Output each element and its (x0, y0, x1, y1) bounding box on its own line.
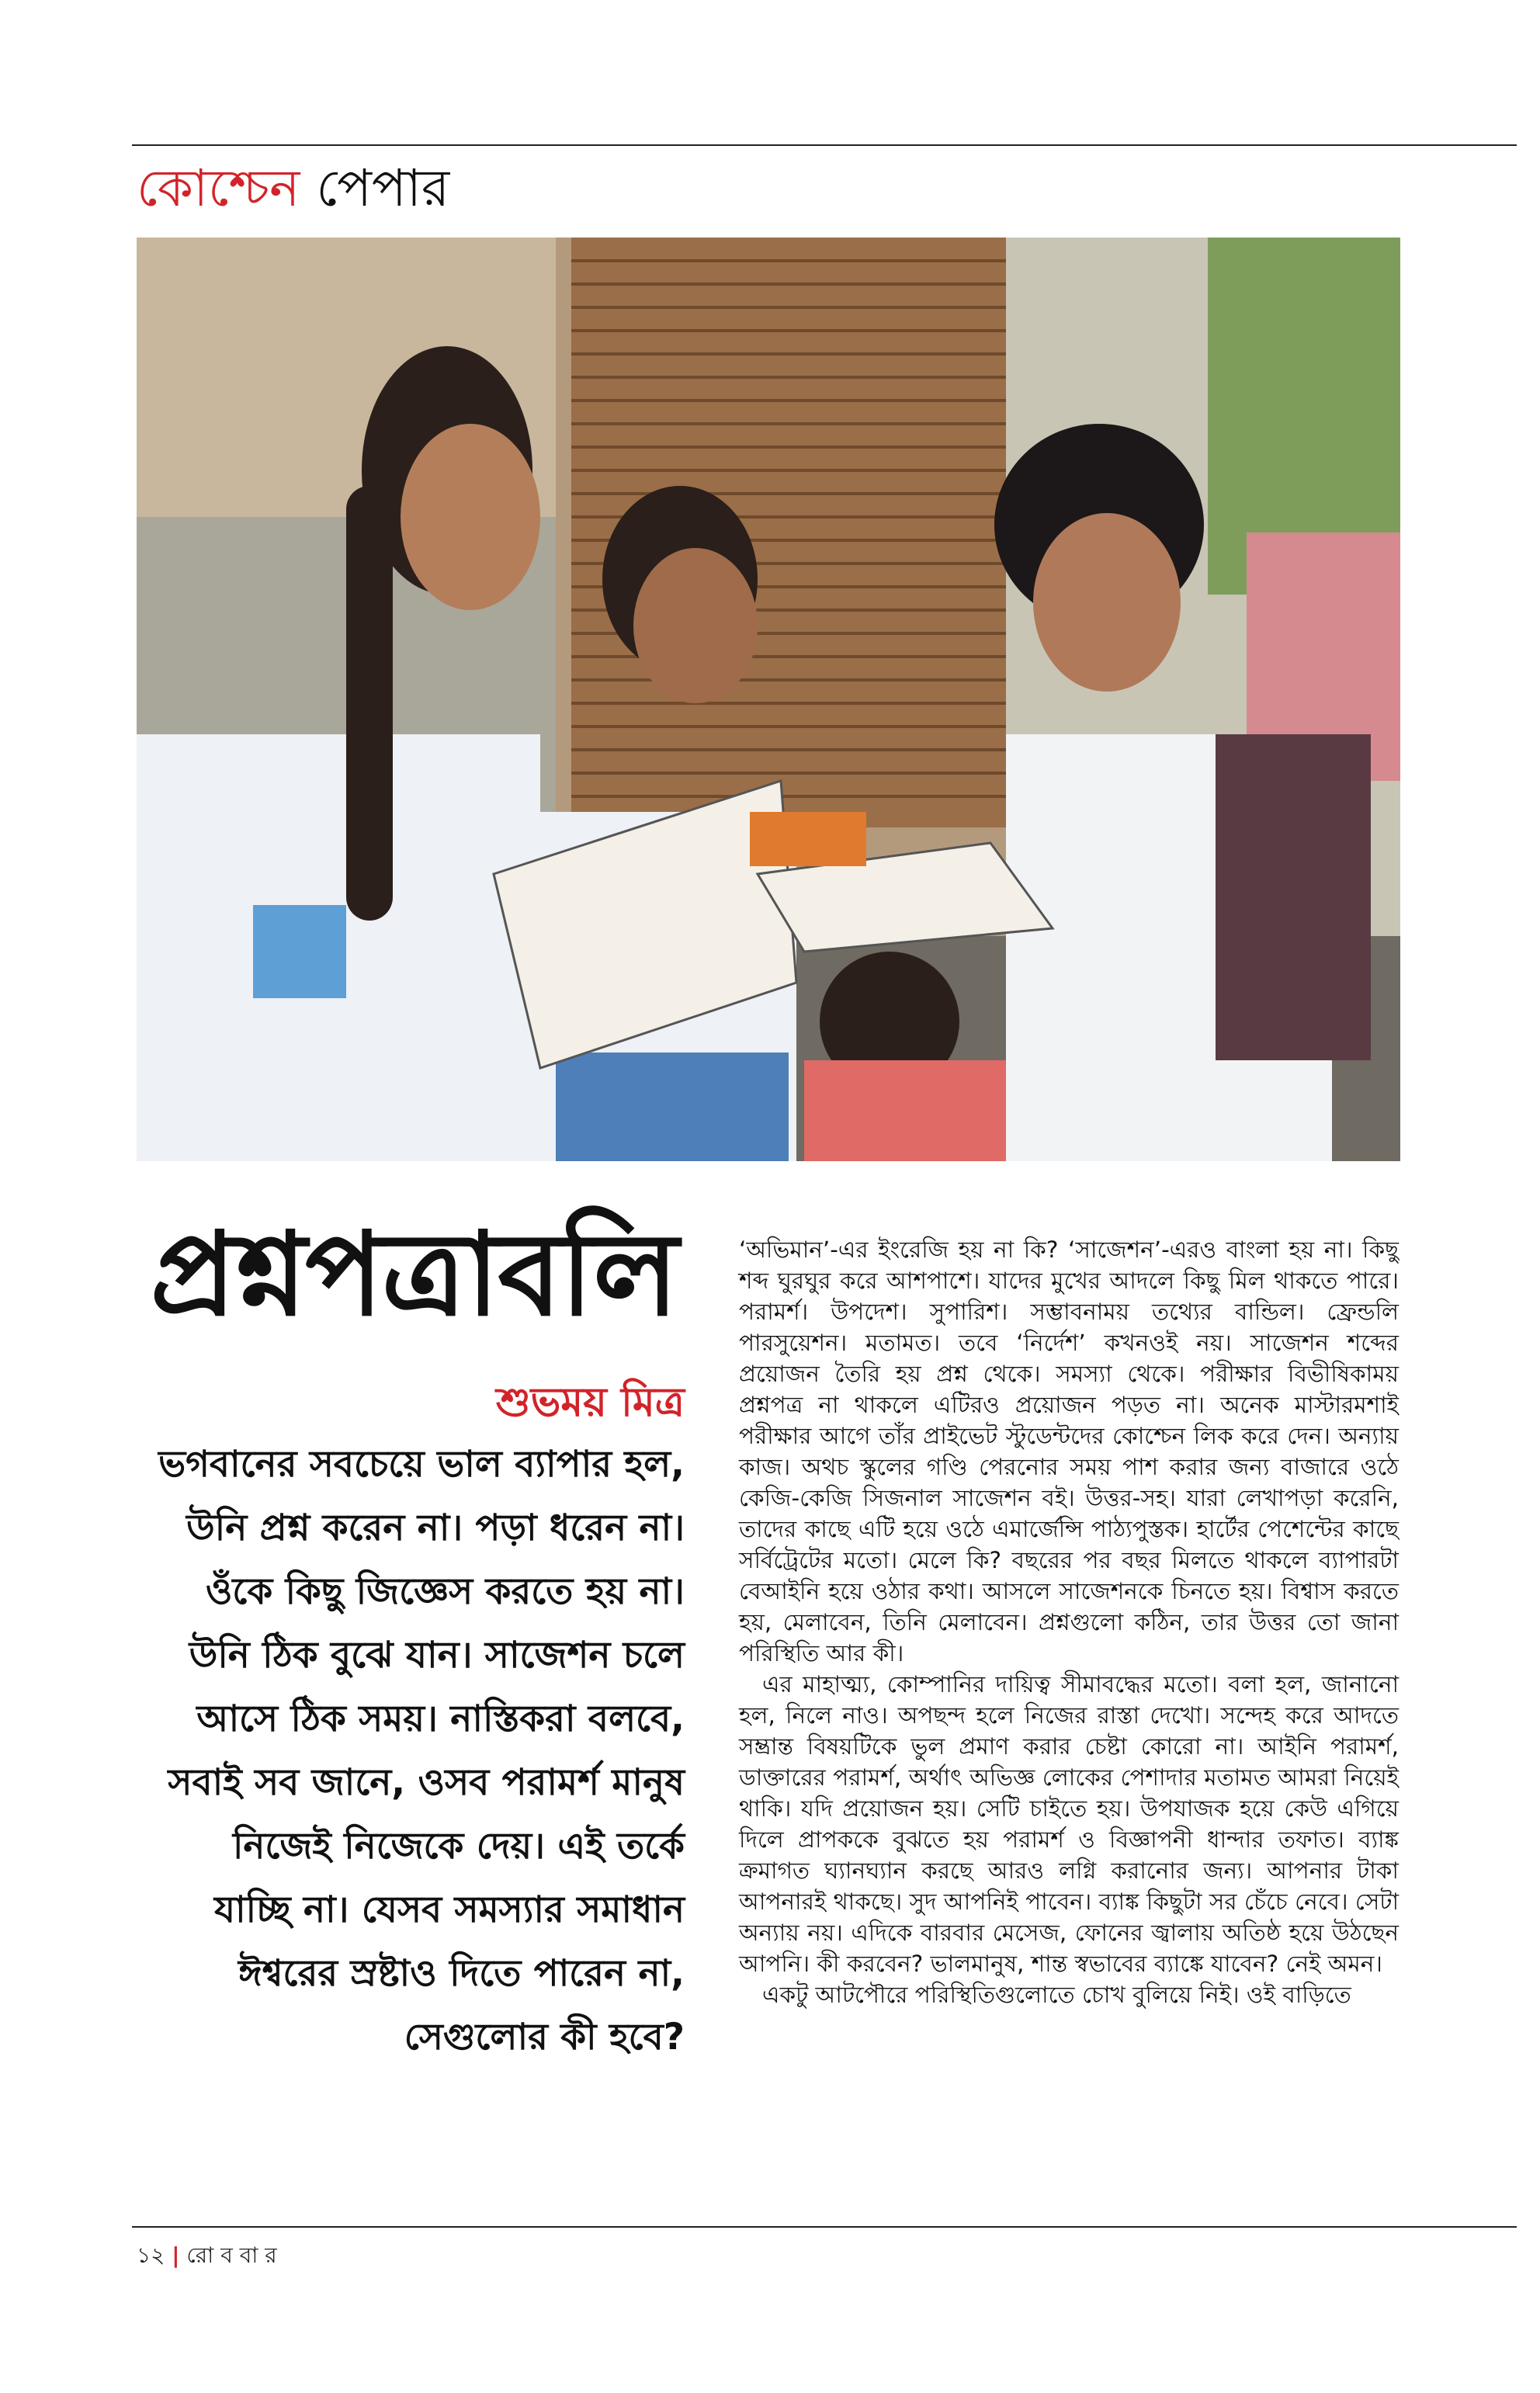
bottom-rule (132, 2226, 1517, 2228)
folio (137, 2239, 277, 2275)
headline: প্রশ্নপত্রাবলি (150, 1206, 678, 1341)
section-heading-black: পেপার (316, 158, 450, 218)
body-paragraph: এর মাহাত্ম্য, কোম্পানির দায়িত্ব সীমাবদ্ধের মতো। বলা হল, জানানো হল, নিলে নাও। অপছন্দ হলে নিজের রাস্তা দেখো। সন্দেহ করে আদতে সম্ভ্রান্ত বিষয়টিকে ভুল প্রমাণ করার চেষ্টা কোরো না। আইনি পরামর্শ, ডাক্তারের পরামর্শ, অর্থাৎ অভিজ্ঞ লোকের পেশাদার মতামত আমরা নিয়েই থাকি। যদি প্রয়োজন হয়। সেটি চাইতে হয়। উপযাজক হয়ে কেউ এগিয়ে দিলে প্রাপককে বুঝতে হয় পরামর্শ ও বিজ্ঞাপনী ধান্দার তফাত। ব্যাঙ্ক ক্রমাগত ঘ্যানঘ্যান করছে আরও লগ্নি করানোর জন্য। আপনার টাকা আপনারই থাকছে। সুদ আপনিই পাবেন। ব্যাঙ্ক কিছুটা সর চেঁচে নেবে। সেটা অন্যায় নয়। এদিকে বারবার মেসেজ, ফোনের জ্বালায় অতিষ্ঠ হয়ে উঠছেন আপনি। কী করবেন? ভালমানুষ, শান্ত স্বভাবের ব্যাঙ্কে যাবেন? নেই অমন। (739, 1671, 1399, 1977)
pull-quote: ভগবানের সবচেয়ে ভাল ব্যাপার হল, উনি প্রশ্ন করেন না। পড়া ধরেন না। ওঁকে কিছু জিজ্ঞেস করতে হয় না। উনি ঠিক বুঝে যান। সাজেশন চলে আসে ঠিক সময়। নাস্তিকরা বলবে, সবাই সব জানে, ওসব পরামর্শ মানুষ নিজেই নিজেকে দেয়। এই তর্কে যাচ্ছি না। যেসব সমস্যার সমাধান ঈশ্বরের স্রষ্টাও দিতে পারেন না, সেগুলোর কী হবে? (158, 1443, 685, 2058)
article-body (739, 1234, 1399, 2010)
page-number: ১২ (137, 2242, 165, 2268)
byline: শুভময় মিত্র (495, 1379, 685, 1426)
body-paragraph: ‘অভিমান’-এর ইংরেজি হয় না কি? ‘সাজেশন’-এরও বাংলা হয় না। কিছু শব্দ ঘুরঘুর করে আশপাশে। যাদের মুখের আদলে কিছু মিল থাকতে পারে। পরামর্শ। উপদেশ। সুপারিশ। সম্ভাবনাময় তথ্যের বান্ডিল। ফ্রেন্ডলি পারসুয়েশন। মতামত। তবে ‘নির্দেশ’ কখনওই নয়। সাজেশন শব্দের প্রয়োজন তৈরি হয় প্রশ্ন থেকে। সমস্যা থেকে। পরীক্ষার বিভীষিকাময় প্রশ্নপত্র না থাকলে এটিরও প্রয়োজন পড়ত না। অনেক মাস্টারমশাই পরীক্ষার আগে তাঁর প্রাইভেট স্টুডেন্টদের কোশ্চেন লিক করে দেন। অন্যায় কাজ। অথচ স্কুলের গণ্ডি পেরনোর সময় পাশ করার জন্য বাজারে ওঠে কেজি-কেজি সিজনাল সাজেশন বই। উত্তর-সহ। যারা লেখাপড়া করেনি, তাদের কাছে এটি হয়ে ওঠে এমার্জেন্সি পাঠ্যপুস্তক। হার্টের পেশেন্টের কাছে সর্বিট্রেটের মতো। মেলে কি? বছরের পর বছর মিলতে থাকলে ব্যাপারটা বেআইনি হয়ে ওঠার কথা। আসলে সাজেশনকে চিনতে হয়। বিশ্বাস করতে হয়, মেলাবেন, তিনি মেলাবেন। প্রশ্নগুলো কঠিন, তার উত্তর তো জানা পরিস্থিতি আর কী। (739, 1236, 1399, 1666)
body-paragraph: একটু আটপৌরে পরিস্থিতিগুলোতে চোখ বুলিয়ে নিই। ওই বাড়িতে (762, 1982, 1351, 2008)
section-heading-red: কোশ্চেন (137, 158, 300, 218)
lead-photo (137, 238, 1400, 1161)
lead-photo-illustration (137, 238, 1400, 1161)
section-heading (137, 154, 449, 224)
publication-name: রো ব বা র (186, 2242, 277, 2268)
top-rule (132, 144, 1517, 146)
folio-separator: | (172, 2242, 180, 2268)
